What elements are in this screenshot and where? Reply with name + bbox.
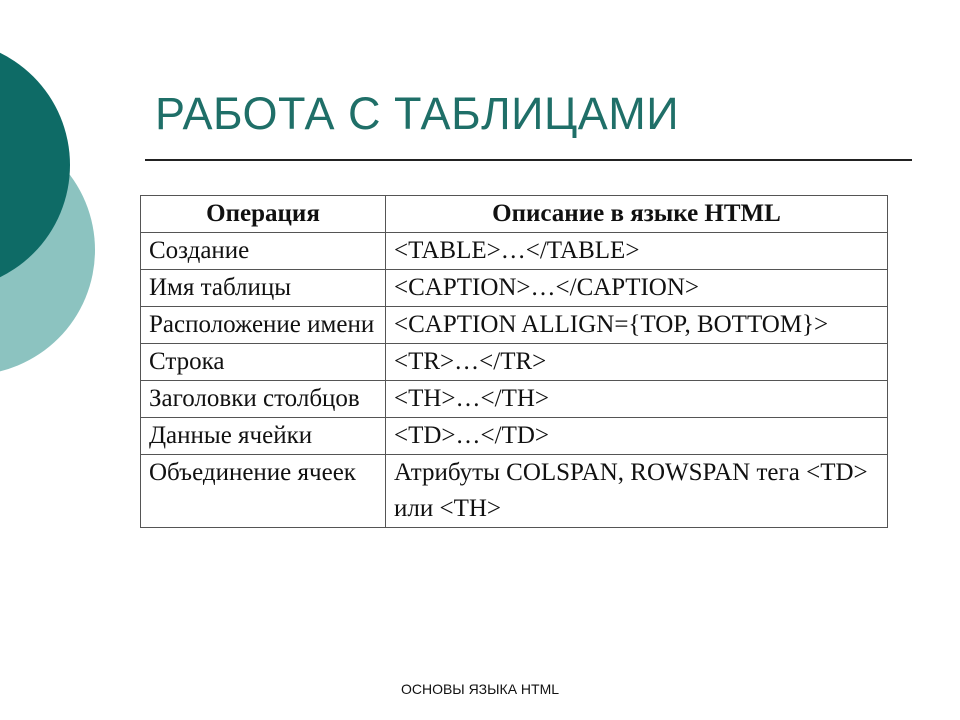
table-row [141, 418, 888, 455]
slide-footer: ОСНОВЫ ЯЗЫКА HTML [400, 681, 560, 697]
header-operation: Операция [141, 196, 386, 233]
table-row [141, 307, 888, 344]
description-cell: <CAPTION ALLIGN={TOP, BOTTOM}> [386, 307, 888, 344]
table-header-row [141, 196, 888, 233]
description-cell: <TH>…</TH> [386, 381, 888, 418]
operation-cell: Имя таблицы [141, 270, 386, 307]
operation-cell: Данные ячейки [141, 418, 386, 455]
table-row [141, 344, 888, 381]
operation-cell: Объединение ячеек [141, 455, 386, 528]
description-cell: <TR>…</TR> [386, 344, 888, 381]
table-row [141, 233, 888, 270]
slide-title: РАБОТА С ТАБЛИЦАМИ [155, 88, 680, 139]
decorative-circles [0, 0, 120, 400]
operation-cell: Создание [141, 233, 386, 270]
table-row [141, 455, 888, 528]
description-cell: <CAPTION>…</CAPTION> [386, 270, 888, 307]
table-row [141, 270, 888, 307]
table-row [141, 381, 888, 418]
header-description: Описание в языке HTML [386, 196, 888, 233]
description-cell: <TABLE>…</TABLE> [386, 233, 888, 270]
title-divider [145, 159, 912, 161]
operation-cell: Заголовки столбцов [141, 381, 386, 418]
operations-table [140, 195, 888, 528]
description-cell: Атрибуты COLSPAN, ROWSPAN тега <TD> или <TH> [386, 455, 888, 528]
operation-cell: Строка [141, 344, 386, 381]
operation-cell: Расположение имени [141, 307, 386, 344]
description-cell: <TD>…</TD> [386, 418, 888, 455]
